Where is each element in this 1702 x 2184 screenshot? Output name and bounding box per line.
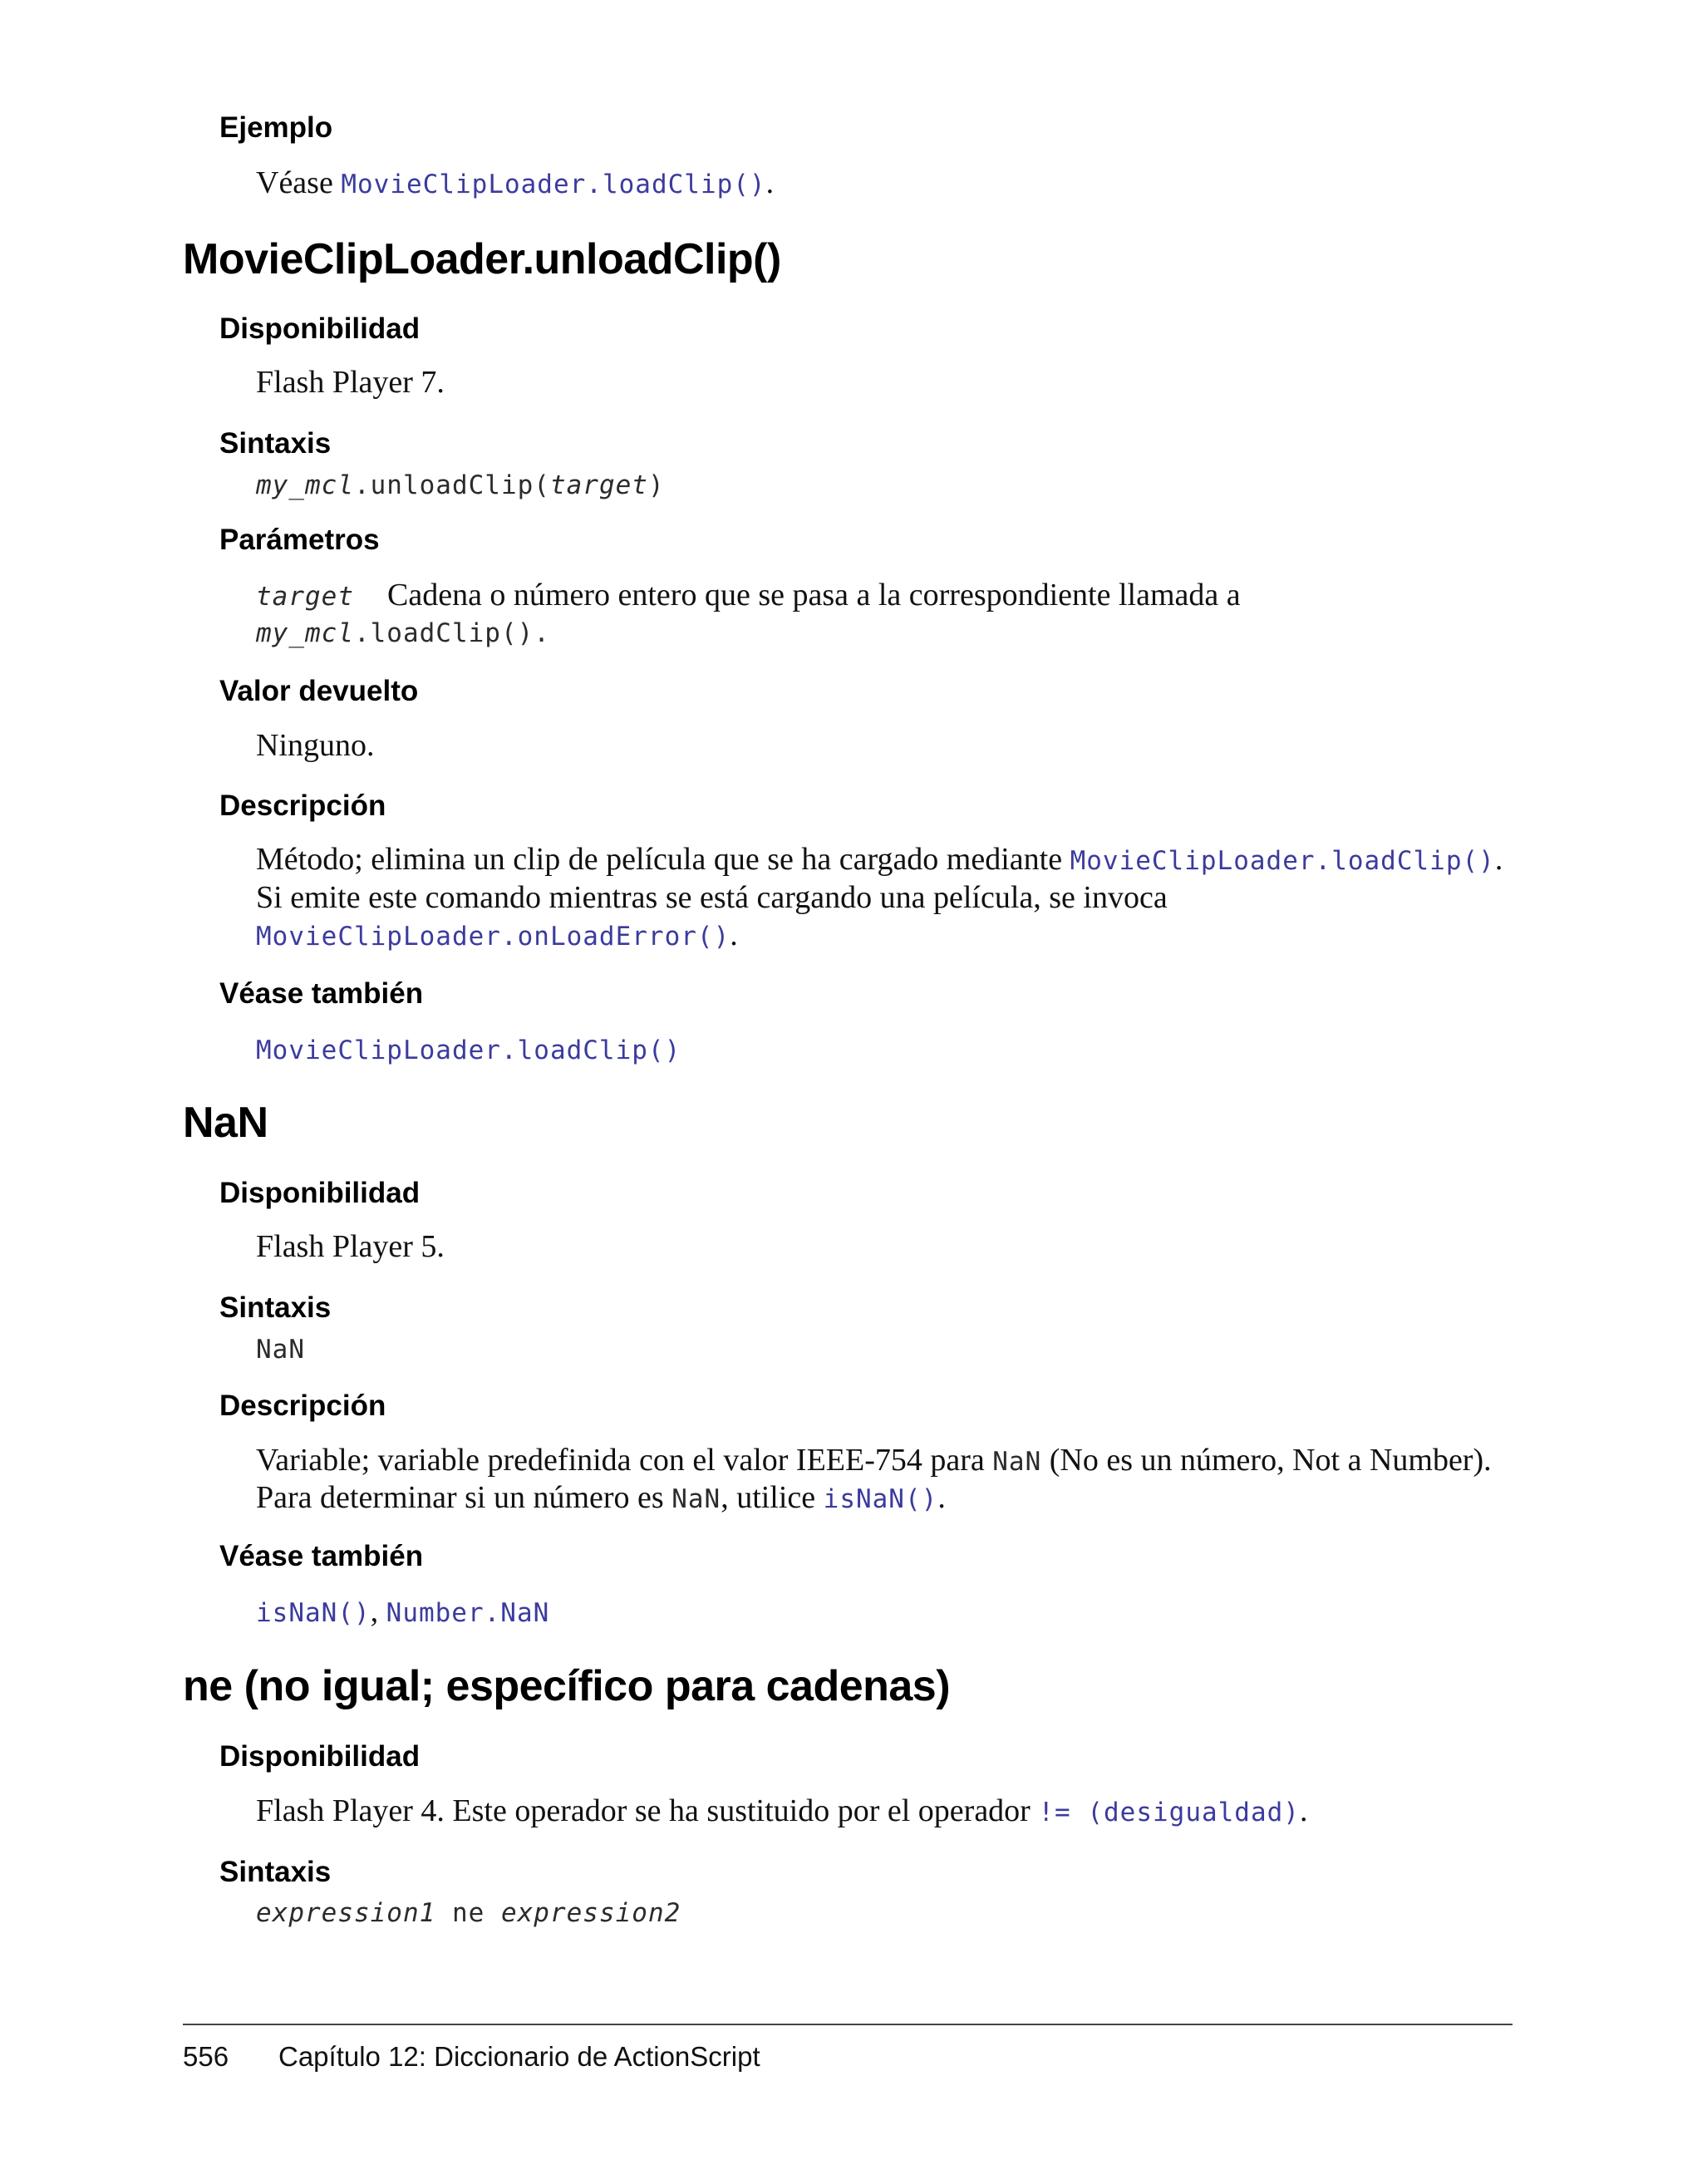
nan-desc-l1-pre: Variable; variable predefinida con el valor IEEE-754 para [256,1443,993,1478]
unloadclip-return-text: Ninguno. [256,728,375,763]
unloadclip-syntax-heading: Sintaxis [219,427,332,460]
nan-see-also-heading: Véase también [219,1540,424,1572]
unloadclip-desc-line3 [256,917,738,956]
example-text [256,165,774,204]
see-also-loadclip-link[interactable]: MovieClipLoader.loadClip() [256,1035,681,1065]
nan-desc-l2-pre: Para determinar si un número es [256,1480,672,1515]
syntax-object: my_mcl [256,470,354,500]
unloadclip-param-line1 [256,577,1241,616]
unloadclip-params-heading: Parámetros [219,524,380,556]
param-object: my_mcl [256,618,354,648]
chapter-title: Capítulo 12: Diccionario de ActionScript [278,2041,760,2072]
nan-desc-l1-post: (No es un número, Not a Number). [1041,1443,1492,1478]
nan-availability-text: Flash Player 5. [256,1229,445,1264]
ne-syntax-op: ne [435,1898,501,1928]
nan-title: NaN [183,1099,268,1147]
ne-syntax-expr1: expression1 [256,1898,436,1928]
unloadclip-availability-heading: Disponibilidad [219,312,421,345]
unloadclip-availability-text: Flash Player 7. [256,365,445,400]
syntax-method: .unloadClip( [353,470,550,500]
unloadclip-syntax-code [256,467,665,504]
example-text-post: . [765,165,775,200]
see-also-isnan-link[interactable]: isNaN() [256,1598,371,1628]
ne-inequality-link[interactable]: != (desigualdad) [1038,1798,1300,1827]
ne-title: ne (no igual; específico para cadenas) [183,1662,951,1710]
see-also-number-nan-link[interactable]: Number.NaN [386,1598,550,1628]
nan-desc-l2-code: NaN [671,1484,721,1514]
unloadclip-title: MovieClipLoader.unloadClip() [183,235,781,283]
ne-availability-heading: Disponibilidad [219,1740,421,1773]
nan-availability-heading: Disponibilidad [219,1177,421,1209]
ne-syntax-heading: Sintaxis [219,1856,332,1888]
nan-desc-line2 [256,1479,946,1518]
unloadclip-param-line2 [256,615,550,652]
nan-desc-l2-post: . [937,1480,946,1515]
desc-link-onloaderror[interactable]: MovieClipLoader.onLoadError() [256,922,730,952]
unloadclip-see-also [256,1031,681,1070]
desc-line3-end: . [730,917,738,952]
nan-syntax-heading: Sintaxis [219,1291,332,1324]
syntax-close: ) [647,470,665,500]
nan-syntax-code: NaN [256,1335,305,1365]
example-text-pre: Véase [256,165,342,200]
unloadclip-return-heading: Valor devuelto [219,675,419,707]
ne-disp-post: . [1299,1793,1308,1828]
nan-see-also [256,1593,549,1632]
nan-desc-l2-mid: , utilice [721,1480,824,1515]
desc-link-loadclip[interactable]: MovieClipLoader.loadClip() [1070,846,1495,876]
ne-availability-text [256,1793,1307,1832]
param-desc: Cadena o número entero que se pasa a la correspondiente llamada a [386,578,1241,612]
unloadclip-desc-line2: Si emite este comando mientras se está cargando una película, se invoca [256,880,1168,915]
example-link[interactable]: MovieClipLoader.loadClip() [341,170,766,199]
nan-desc-line1 [256,1442,1492,1481]
param-name: target [256,582,354,612]
example-heading: Ejemplo [219,111,333,144]
syntax-param: target [549,470,648,500]
see-also-separator: , [370,1594,386,1629]
unloadclip-description-heading: Descripción [219,789,386,822]
nan-desc-l1-code: NaN [992,1447,1042,1477]
footer-rule [183,2024,1513,2025]
unloadclip-desc-line1 [256,841,1503,880]
desc-line1-text: Método; elimina un clip de película que se ha cargado mediante [256,842,1070,877]
ne-disp-pre: Flash Player 4. Este operador se ha sustituido por el operador [256,1793,1039,1828]
ne-syntax-code [256,1895,681,1932]
page-number: 556 [183,2041,229,2072]
ne-syntax-expr2: expression2 [500,1898,681,1928]
param-method: .loadClip(). [353,618,550,648]
desc-line1-end: . [1494,842,1503,877]
nan-desc-isnan-link[interactable]: isNaN() [823,1484,938,1514]
nan-description-heading: Descripción [219,1390,386,1422]
unloadclip-see-also-heading: Véase también [219,977,424,1010]
